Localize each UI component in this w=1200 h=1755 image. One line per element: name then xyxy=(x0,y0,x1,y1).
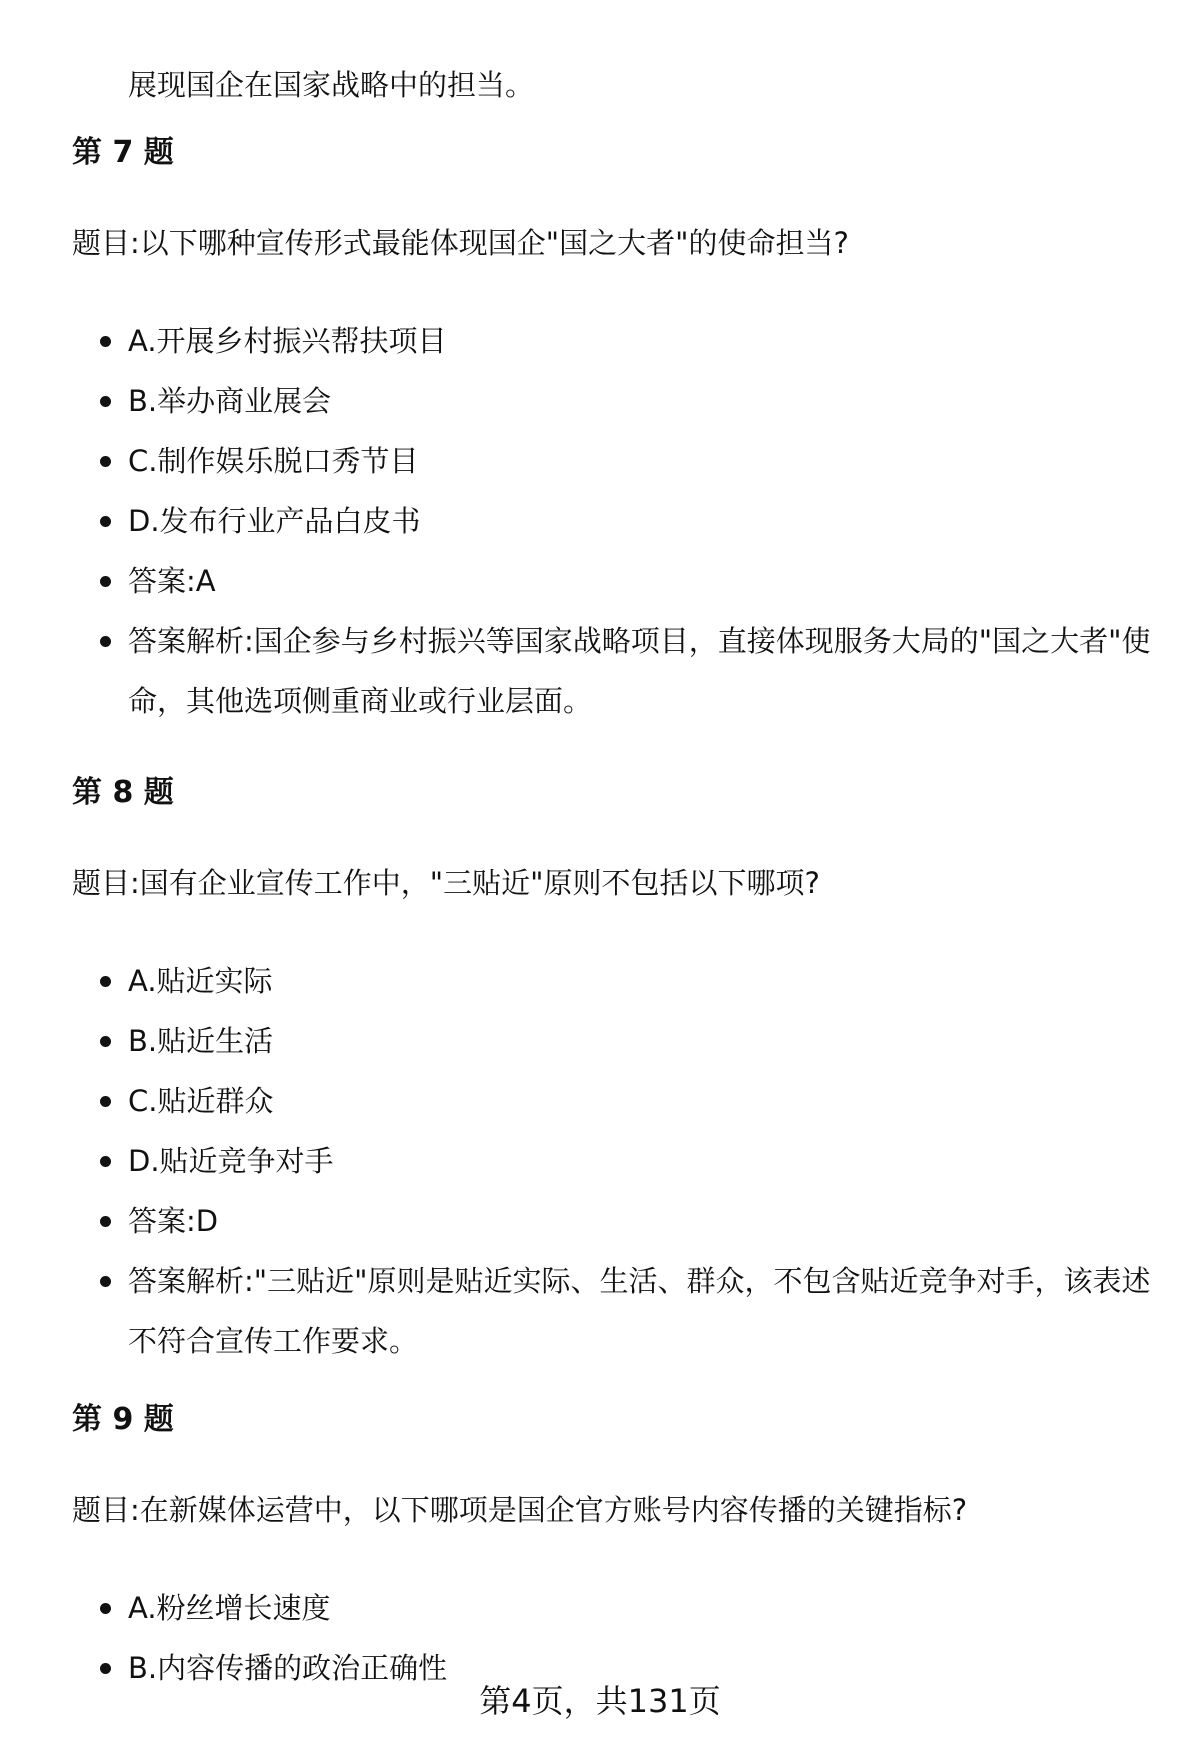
option-text: B.贴近生活 xyxy=(128,1024,274,1058)
question-7 xyxy=(72,133,1152,731)
option-text: D.发布行业产品白皮书 xyxy=(128,504,421,538)
option-text: C.制作娱乐脱口秀节目 xyxy=(128,444,419,478)
option-text: A.贴近实际 xyxy=(128,964,273,998)
bullet-icon xyxy=(100,1216,111,1227)
explanation-text: 答案解析:国企参与乡村振兴等国家战略项目，直接体现服务大局的"国之大者"使命，其他选项侧重商业或行业层面。 xyxy=(128,624,1151,718)
question-stem: 题目:以下哪种宣传形式最能体现国企"国之大者"的使命担当? xyxy=(72,226,849,260)
answer-text: 答案:D xyxy=(128,1204,219,1238)
list-item xyxy=(72,1011,1152,1071)
bullet-icon xyxy=(100,1276,111,1287)
bullet-icon xyxy=(100,456,111,467)
bullet-icon xyxy=(100,396,111,407)
bullet-icon xyxy=(100,1156,111,1167)
option-text: A.粉丝增长速度 xyxy=(128,1591,331,1625)
bullet-icon xyxy=(100,636,111,647)
list-item xyxy=(72,491,1152,551)
question-stem: 题目:在新媒体运营中，以下哪项是国企官方账号内容传播的关键指标? xyxy=(72,1493,968,1527)
option-text: A.开展乡村振兴帮扶项目 xyxy=(128,324,447,358)
option-list xyxy=(72,311,1152,731)
bullet-icon xyxy=(100,1663,111,1674)
list-item xyxy=(72,371,1152,431)
question-heading: 第 8 题 xyxy=(72,775,174,810)
list-item xyxy=(72,431,1152,491)
question-heading: 第 7 题 xyxy=(72,135,174,170)
list-item xyxy=(72,1071,1152,1131)
list-item xyxy=(72,1251,1152,1371)
question-heading: 第 9 题 xyxy=(72,1402,174,1437)
bullet-icon xyxy=(100,1036,111,1047)
page-number: 第4页，共131页 xyxy=(479,1682,721,1720)
continued-text: 展现国企在国家战略中的担当。 xyxy=(128,68,535,102)
list-item xyxy=(72,311,1152,371)
option-text: C.贴近群众 xyxy=(128,1084,274,1118)
explanation-text: 答案解析:"三贴近"原则是贴近实际、生活、群众，不包含贴近竞争对手，该表述不符合宣传工作要求。 xyxy=(128,1264,1151,1358)
question-9 xyxy=(72,1400,1152,1698)
list-item xyxy=(72,1578,1152,1638)
list-item xyxy=(72,951,1152,1011)
bullet-icon xyxy=(100,976,111,987)
bullet-icon xyxy=(100,336,111,347)
list-item xyxy=(72,1131,1152,1191)
question-8 xyxy=(72,773,1152,1371)
bullet-icon xyxy=(100,576,111,587)
option-text: B.举办商业展会 xyxy=(128,384,332,418)
bullet-icon xyxy=(100,1603,111,1614)
option-list xyxy=(72,951,1152,1371)
answer-text: 答案:A xyxy=(128,564,216,598)
list-item xyxy=(72,1191,1152,1251)
bullet-icon xyxy=(100,1096,111,1107)
bullet-icon xyxy=(100,516,111,527)
list-item xyxy=(72,611,1152,731)
option-text: B.内容传播的政治正确性 xyxy=(128,1651,448,1685)
option-text: D.贴近竞争对手 xyxy=(128,1144,334,1178)
list-item xyxy=(72,551,1152,611)
question-stem: 题目:国有企业宣传工作中，"三贴近"原则不包括以下哪项? xyxy=(72,866,820,900)
